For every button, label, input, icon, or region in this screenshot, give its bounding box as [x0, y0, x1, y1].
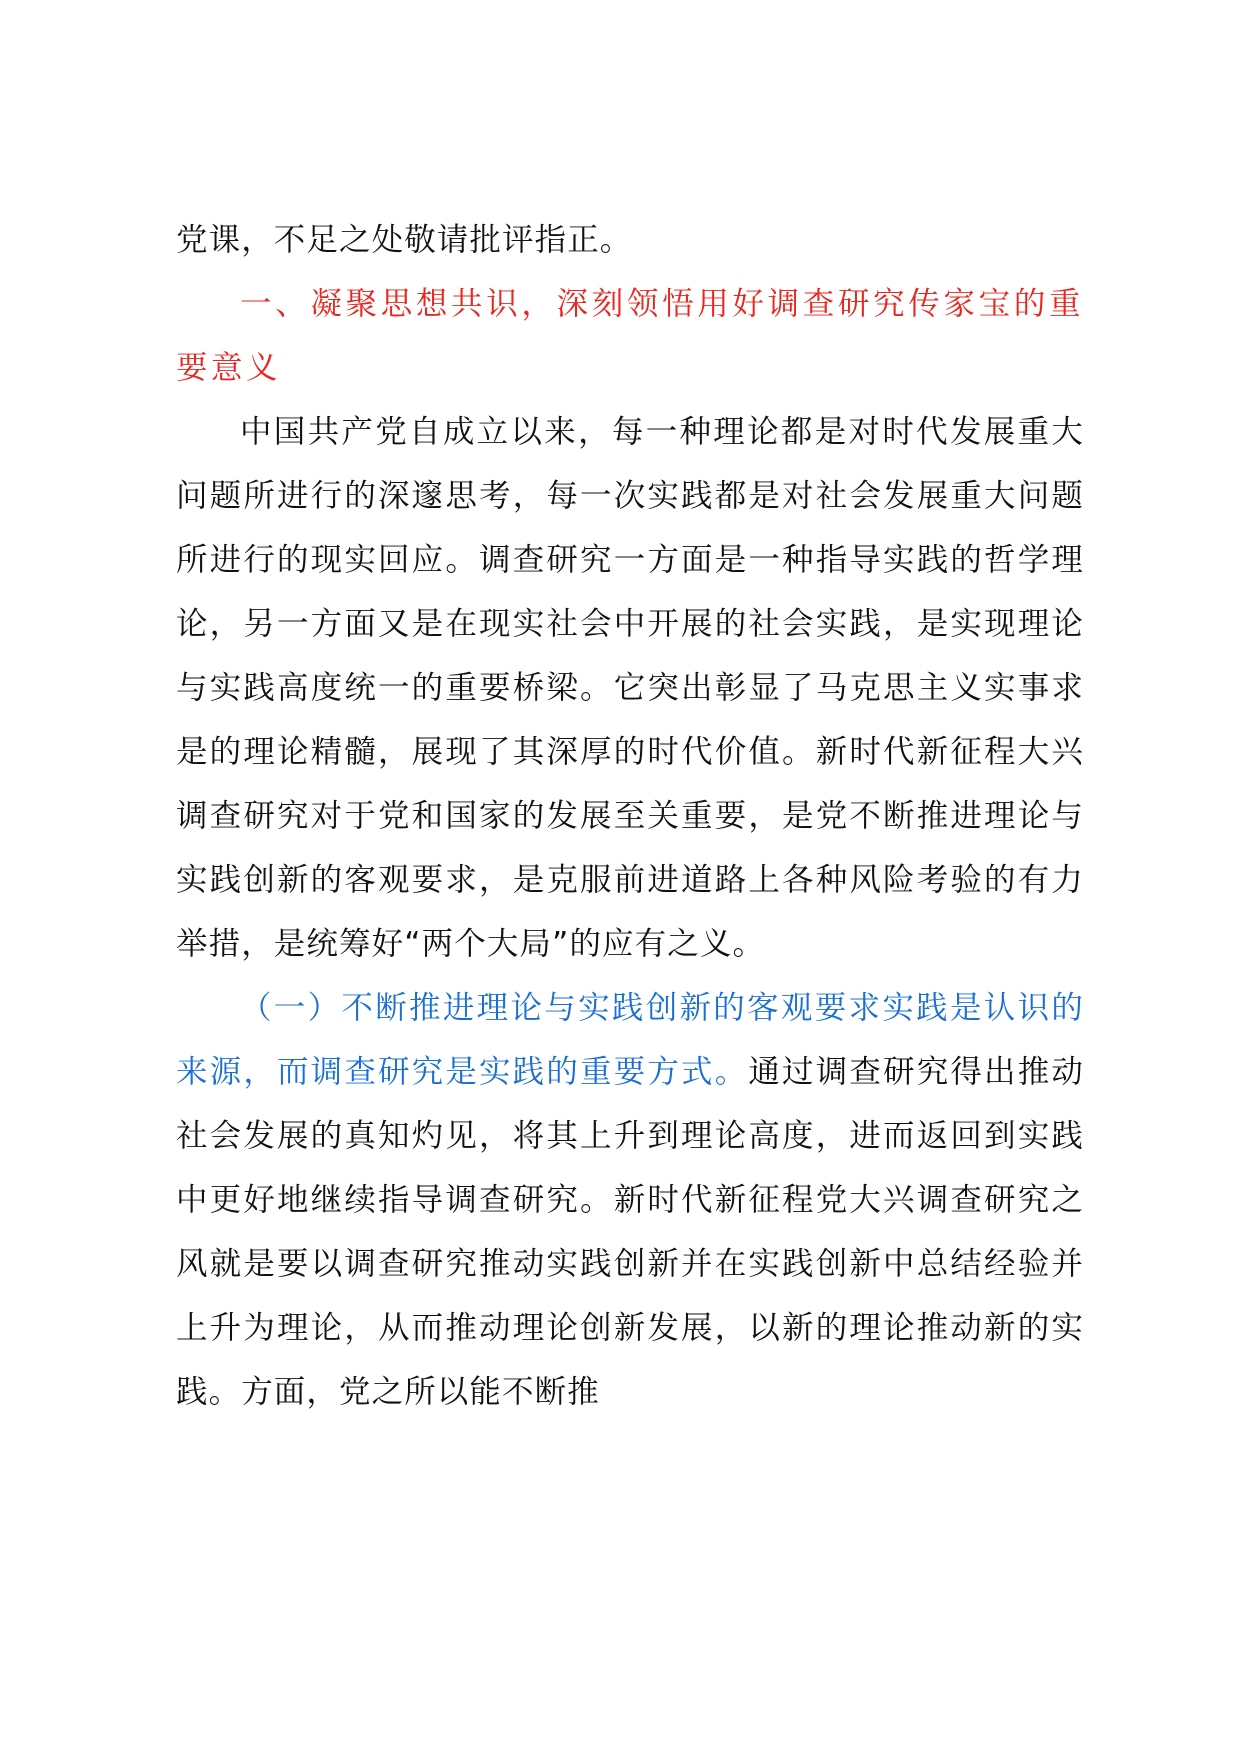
body-paragraph-1: 中国共产党自成立以来，每一种理论都是对时代发展重大问题所进行的深邃思考，每一次实践都是对社会发展重大问题所进行的现实回应。调查研究一方面是一种指导实践的哲学理论，另一方面又是在现实社会中开展的社会实践，是实现理论与实践高度统一的重要桥梁。它突出彰显了马克思主义实事求是的理论精髓，展现了其深厚的时代价值。新时代新征程大兴调查研究对于党和国家的发展至关重要，是党不断推进理论与实践创新的客观要求，是克服前进道路上各种风险考验的有力举措，是统筹好“两个大局”的应有之义。	[176, 414, 1084, 962]
body-paragraph-2-text: 通过调查研究得出推动社会发展的真知灼见，将其上升到理论高度，进而返回到实践中更好地继续指导调查研究。新时代新征程党大兴调查研究之风就是要以调查研究推动实践创新并在实践创新中总结经验并上升为理论，从而推动理论创新发展，以新的理论推动新的实践。方面，党之所以能不断推	[176, 1054, 1084, 1410]
document-body	[176, 208, 1084, 1424]
subsection-heading: （一）不断推进理论与实践创新的客观要求实践是认识的来源，而调查研究是实践的重要方式。	[176, 990, 1084, 1090]
body-paragraph-2	[176, 976, 1084, 1424]
section-heading: 一、凝聚思想共识，深刻领悟用好调查研究传家宝的重要意义	[176, 286, 1084, 386]
continuation-line: 党课，不足之处敬请批评指正。	[176, 222, 633, 258]
